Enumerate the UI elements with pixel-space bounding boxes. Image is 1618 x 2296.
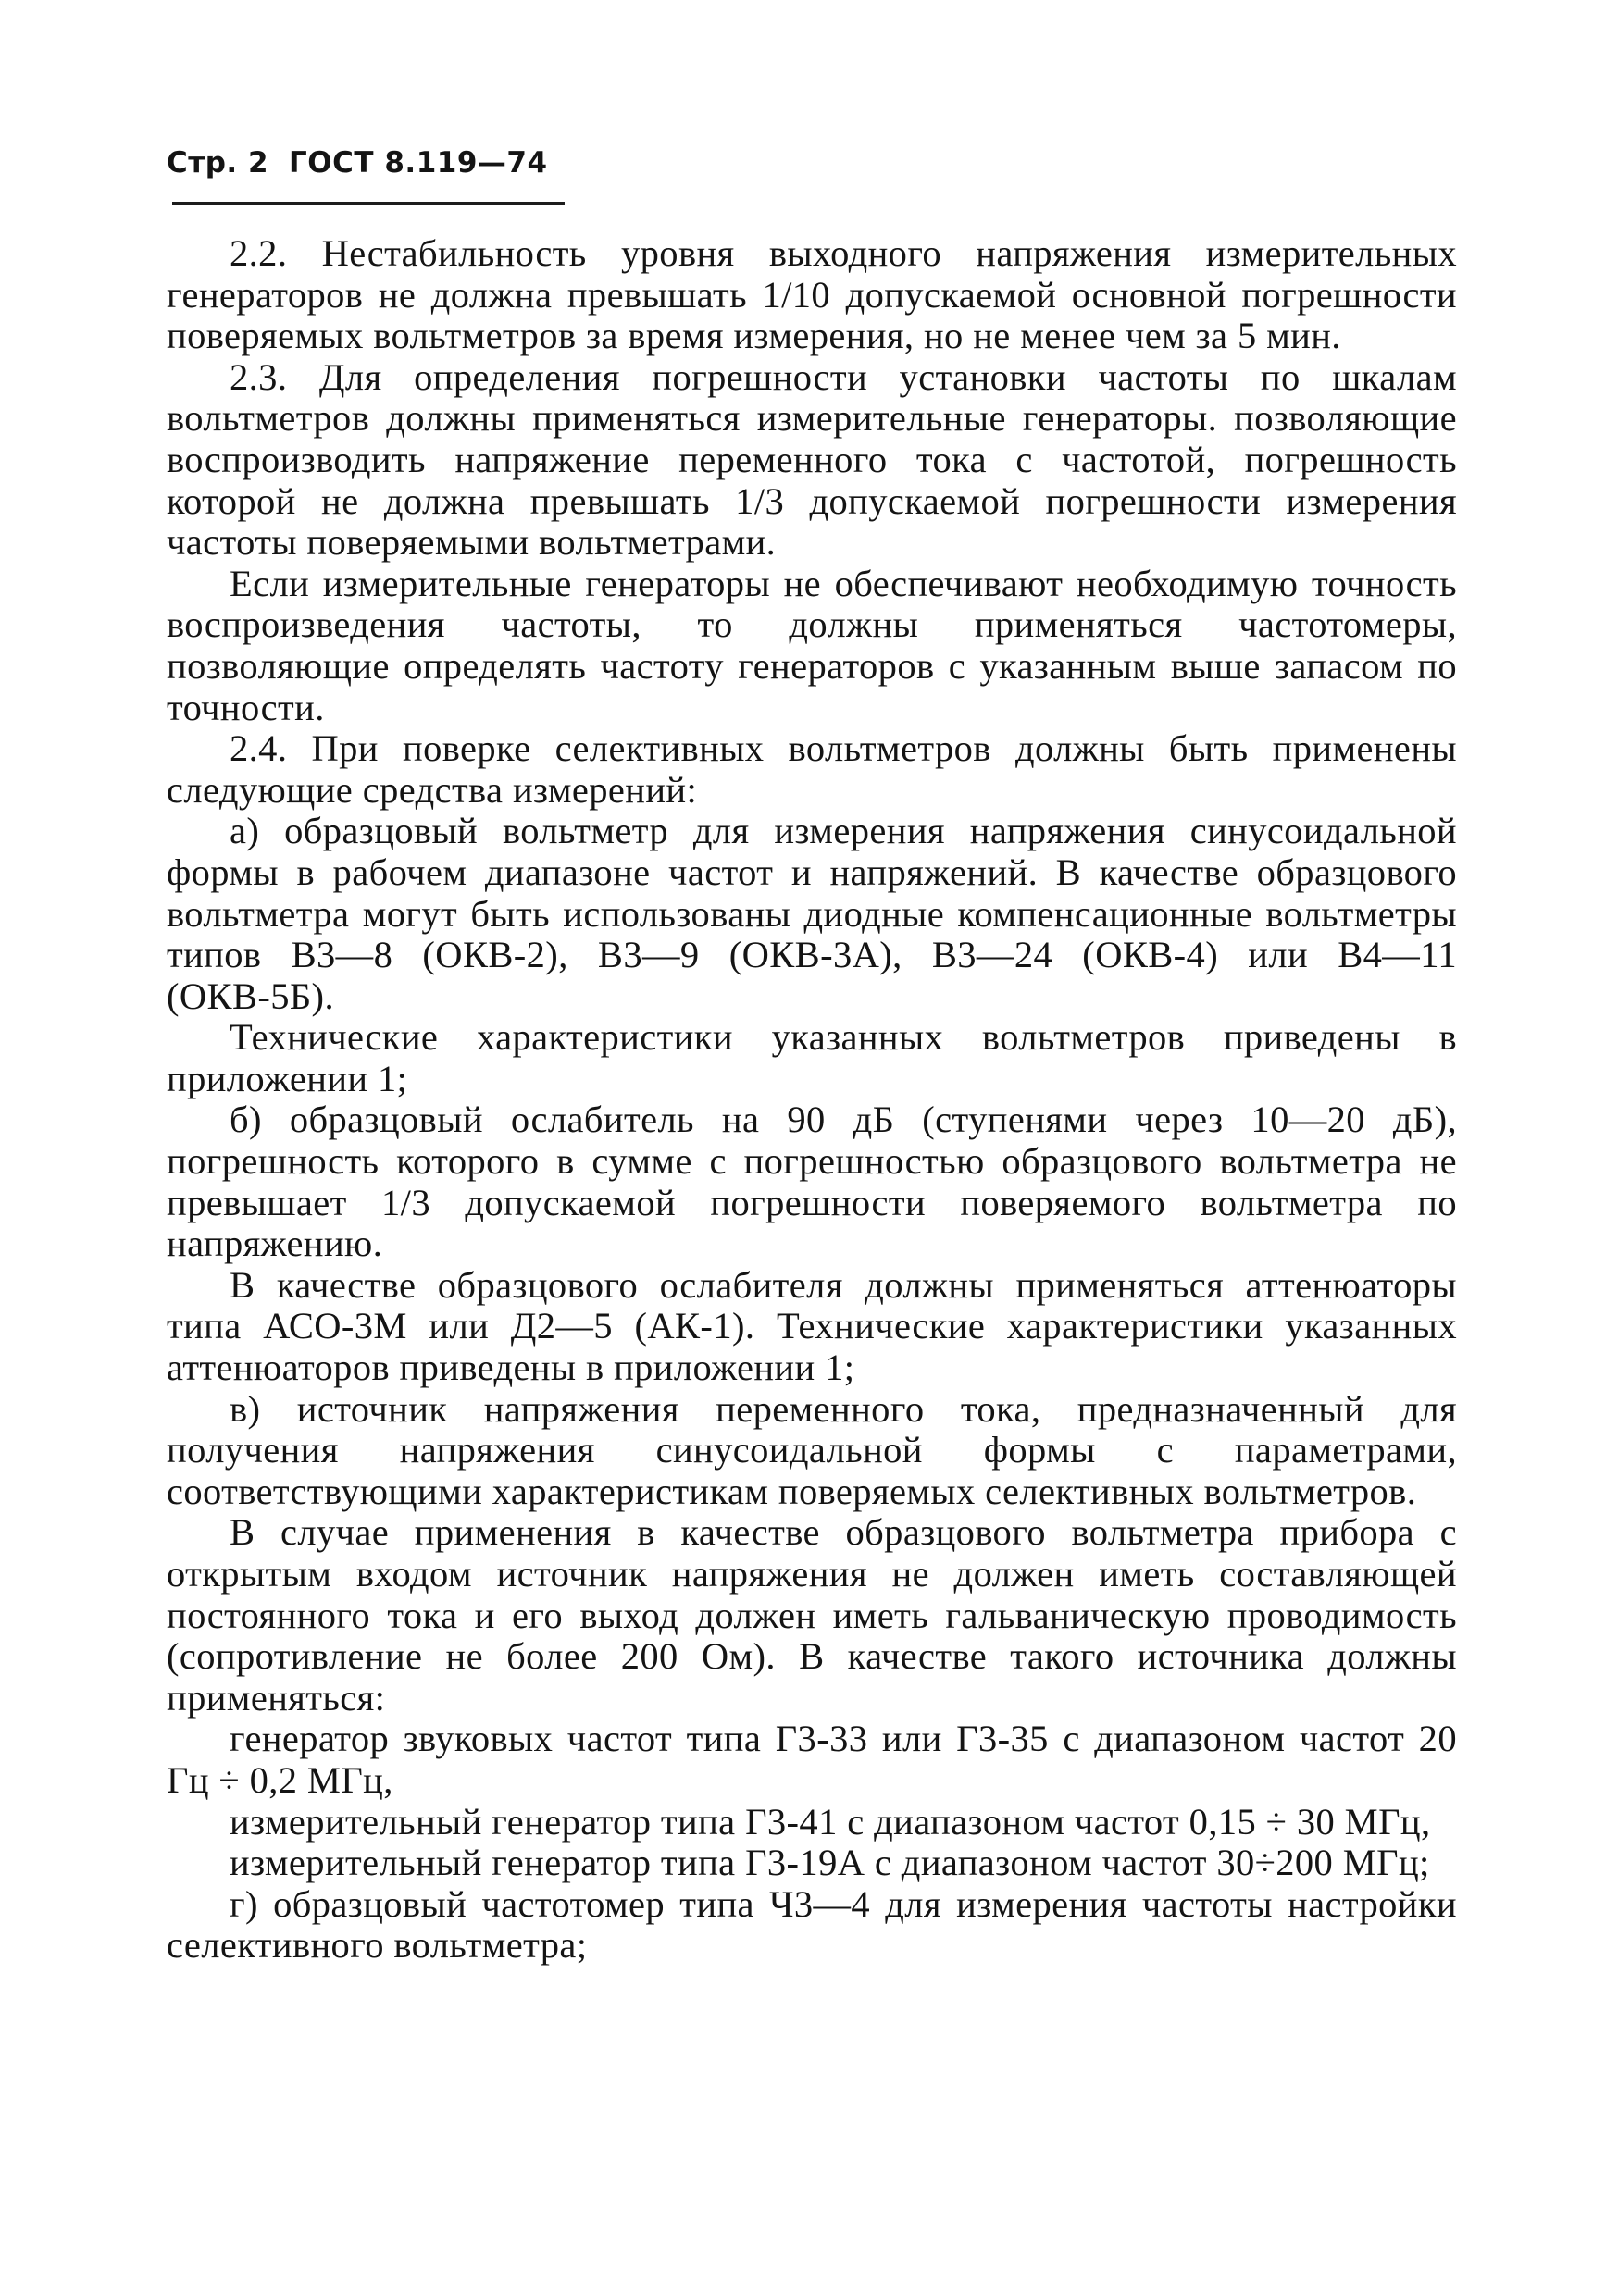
paragraph-attenuator-types: В качестве образцового ослабителя должны применяться аттенюаторы типа АСО-3М или Д2—5 (АК-1). Технические характеристики указанных аттенюаторов приведены в приложении 1; — [167, 1263, 1457, 1389]
item-g-frequency-meter: г) образцовый частотомер типа Ч3—4 для измерения частоты настройки селективного вольтметра; — [167, 1882, 1457, 1967]
paragraph-voltmeter-specs: Технические характеристики указанных вольтметров приведены в приложении 1; — [167, 1016, 1457, 1099]
header-rule — [172, 202, 565, 205]
paragraph-open-input: В случае применения в качестве образцового вольтметра прибора с открытым входом источник напряжения не должен иметь составляющей постоянного тока и его выход должен иметь гальваническую проводимость (сопротивление не более 200 Ом). В качестве такого источника должны применяться: — [167, 1511, 1457, 1719]
generator-g3-41: измерительный генератор типа Г3-41 с диапазоном частот 0,15 ÷ 30 МГц, — [230, 1800, 1431, 1843]
page-number: Стр. 2 — [167, 146, 269, 180]
standard-id: ГОСТ 8.119—74 — [289, 146, 548, 180]
item-v-voltage-source: в) источник напряжения переменного тока, предназначенный для получения напряжения синусоидальной формы с параметрами, соответствующими характеристикам поверяемых селективных вольтметров. — [167, 1387, 1457, 1512]
page-header — [167, 146, 548, 180]
generator-g3-33: генератор звуковых частот типа Г3-33 или Г3-35 с диапазоном частот 20 Гц ÷ 0,2 МГц, — [167, 1718, 1457, 1801]
item-a-reference-voltmeter: а) образцовый вольтметр для измерения напряжения синусоидальной формы в рабочем диапазоне частот и напряжений. В качестве образцового вольтметра могут быть использованы диодные компенсационные вольтметры типов В3—8 (ОКВ-2), В3—9 (ОКВ-3А), В3—24 (ОКВ-4) или В4—11 (ОКВ-5Б). — [167, 810, 1457, 1017]
paragraph-2-2: 2.2. Нестабильность уровня выходного напряжения измерительных генераторов не должна превышать 1/10 допускаемой основной погрешности поверяемых вольтметров за время измерения, но не менее чем за 5 мин. — [167, 232, 1457, 357]
generator-g3-19a: измерительный генератор типа Г3-19А с диапазоном частот 30÷200 МГц; — [230, 1842, 1430, 1884]
paragraph-2-3: 2.3. Для определения погрешности установки частоты по шкалам вольтметров должны применяться измерительные генераторы. позволяющие воспроизводить напряжение переменного тока с частотой, погрешность которой не должна превышать 1/3 допускаемой погрешности измерения частоты поверяемыми вольтметрами. — [167, 355, 1457, 564]
document-body — [167, 233, 1457, 1967]
paragraph-2-4: 2.4. При поверке селективных вольтметров должны быть применены следующие средства измерений: — [167, 727, 1457, 811]
paragraph-frequency-meters: Если измерительные генераторы не обеспечивают необходимую точность воспроизведения частоты, то должны применяться частотомеры, позволяющие определять частоту генераторов с указанным выше запасом по точности. — [167, 562, 1457, 728]
item-b-reference-attenuator: б) образцовый ослабитель на 90 дБ (ступенями через 10—20 дБ), погрешность которого в сумме с погрешностью образцового вольтметра не превышает 1/3 допускаемой погрешности поверяемого вольтметра по напряжению. — [167, 1098, 1457, 1265]
